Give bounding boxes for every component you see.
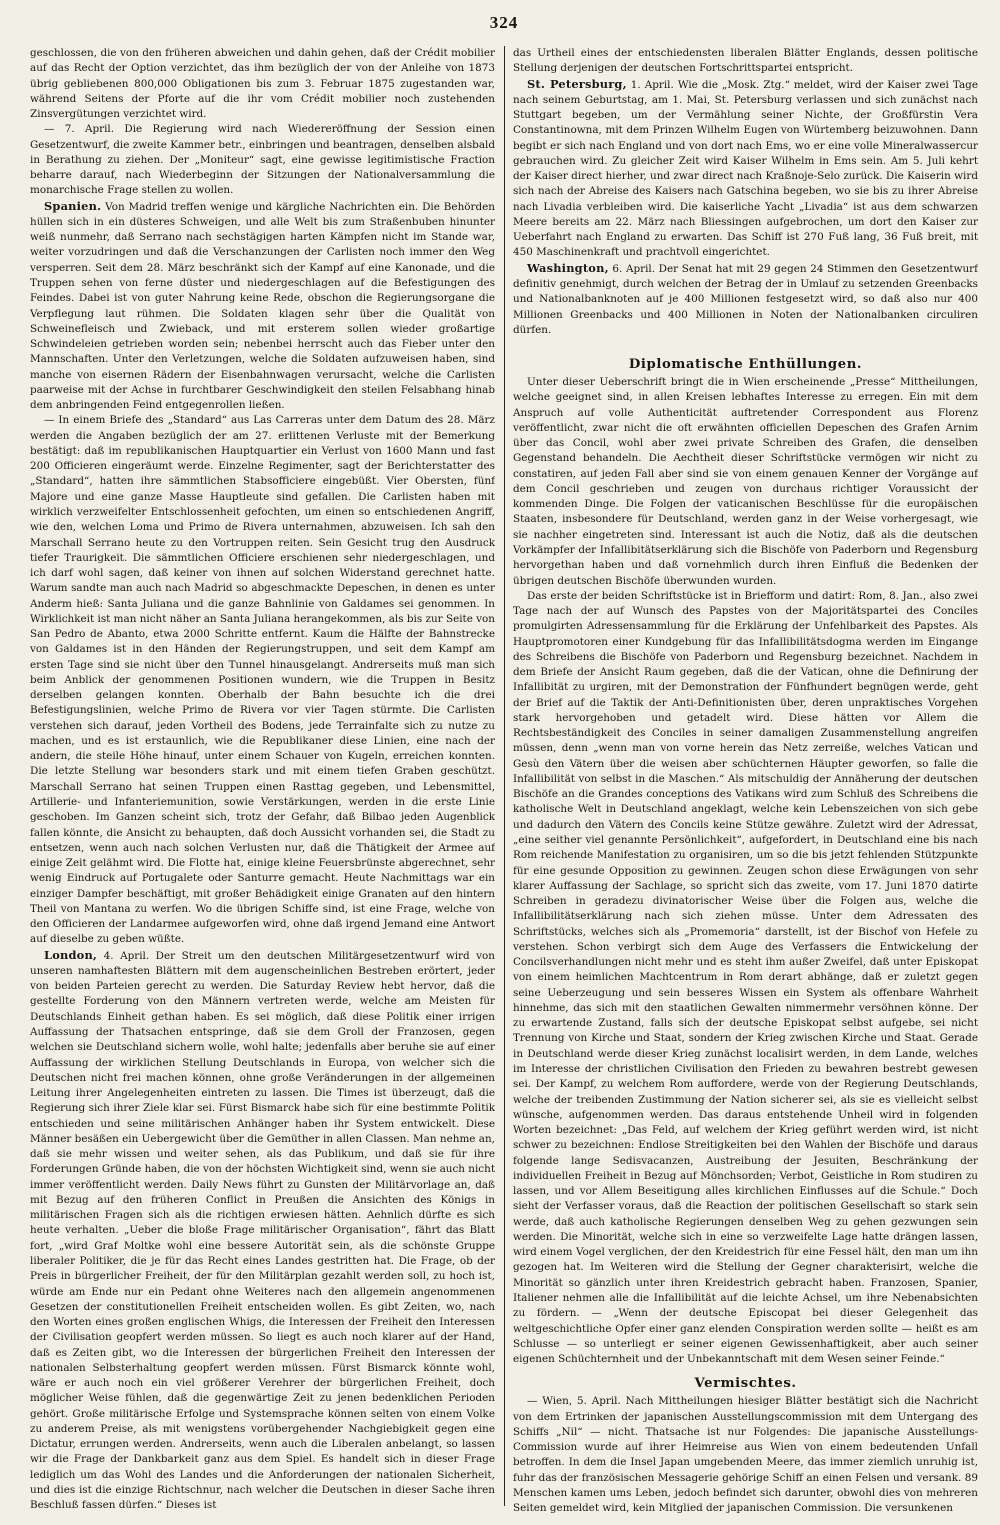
left-column (30, 46, 495, 1516)
article-dateline: London, (44, 947, 98, 962)
article-paragraph (30, 413, 495, 947)
article-text: — 7. April. Die Regierung wird nach Wiedereröffnung der Session einen Gesetzentwurf, die zweite Kammer betr., einbringen und beantragen, denselben alsbald in Berathung zu ziehen. Der „Moniteur“ sagt, eine gewisse legitimistische Fraction beharre darauf, nach Wiederbeginn der Sitzungen der Nationalversammlung die monarchische Frage stellen zu wollen. (30, 123, 495, 197)
article-paragraph (30, 122, 495, 198)
article-text: — In einem Briefe des „Standard“ aus Las Carreras unter dem Datum des 28. März werden die Angaben bezüglich der am 27. erlittenen Verluste mit der Bemerkung bestätigt: daß im republikanischen Hauptquartier ein Verlust von 1600 Mann und fast 200 Officieren eingeräumt werde. Einzelne Regimenter, sagt der Berichterstatter des „Standard“, hatten ihre sämmtlichen Stabsofficiere eingebüßt. Vier Obersten, fünf Majore und eine ganze Masse Hauptleute sind gefallen. Die Carlisten haben mit wirklich verzweifelter Entschlossenheit gefochten, um einen so entschiedenen Angriff, wie den, welchen Loma und Primo de Rivera unternahmen, abzuweisen. Ich sah den Marschall Serrano heute zu den Vortruppen reiten. Sein Gesicht trug den Ausdruck tiefer Traurigkeit. Die sämmtlichen Officiere erschienen sehr niedergeschlagen, und ich darf wohl sagen, daß keiner von ihnen auf solchen Widerstand gerechnet hatte. Warum sandte man auch nach Madrid so abgeschmackte Depeschen, in denen es unter Anderm hieß: Santa Juliana und die ganze Bahnlinie von Galdames sei genommen. In Wirklichkeit ist man nicht näher an Santa Juliana herangekommen, als bis zur Seite von San Pedro de Abanto, etwa 2000 Schritte entfernt. Kaum die Hälfte der Bahnstrecke von Galdames ist in den Händen der Regierungstruppen, und seit dem Kampf am ersten Tage sind sie nicht über den Tunnel hinausgelangt. Andrerseits muß man sich beim Anblick der genommenen Positionen wundern, wie die Truppen in Besitz derselben gelangen konnten. Oberhalb der Bahn besuchte ich die drei Befestigungslinien, welche Primo de Rivera vor vier Tagen stürmte. Die Carlisten verstehen sich darauf, jeden Vortheil des Bodens, jede Terrainfalte sich zu nutze zu machen, und es ist erstaunlich, wie die Republikaner diese Linien, eine nach der andern, die steile Höhe hinauf, unter einem Schauer von Kugeln, erreichen konnten. Die letzte Stellung war besonders stark und mit einem tiefen Graben geschützt. Marschall Serrano hat seinen Truppen einen Rasttag gegeben, und Lebensmittel, Artillerie- und Infanteriemunition, sowie Verstärkungen, werden in die erste Linie geschoben. Im Ganzen scheint sich, trotz der Gefahr, daß Bilbao jeden Augenblick fallen könnte, die Ansicht zu behaupten, daß doch Aussicht vorhanden sei, die Stadt zu entsetzen, wenn auch nach solchen Verlusten nur, daß die Thätigkeit der Armee auf einige Zeit gelähmt wird. Die Flotte hat, einige kleine Feuersbrünste abgerechnet, sehr wenig Eindruck auf Portugalete oder Santurre gemacht. Heute Nachmittags war ein einziger Dampfer beschäftigt, mit großer Behädigkeit einige Granaten auf den hintern Theil von Mantana zu werfen. Wo die übrigen Schiffe sind, ist eine Frage, welche von den Officieren der Landarmee aufgeworfen wird, ohne daß irgend Jemand eine Antwort auf dieselbe zu geben wüßte. (30, 414, 495, 946)
right-column (513, 46, 978, 1516)
article-paragraph (30, 199, 495, 414)
diplomatic-section-body (513, 375, 978, 1367)
article-paragraph (513, 375, 978, 589)
section-heading-miscellaneous: Vermischtes. (694, 1376, 797, 1392)
article-text: Das erste der beiden Schriftstücke ist in Briefform und datirt: Rom, 8. Jan., also zwei Tage nach der auf Wunsch des Papstes von der Majoritätspartei des Conciles promulgirten Adressensammlung für die Erklärung der Unfehlbarkeit des Papstes. Als Hauptpromotoren einer Kundgebung für das Infallibilitätsdogma werden im Eingange des Schreibens die Bischöfe von Paderborn und Regensburg bezeichnet. Nachdem in dem Briefe der Ansicht Raum gegeben, daß die der Vatican, ohne die Definirung der Infallibität zu urgiren, mit der Demonstration der Fünfhundert begnügen werde, geht der Brief auf die Taktik der Anti-Definitionisten über, deren unpraktisches Vorgehen stark hervorgehoben und getadelt wird. Diese hätten vor Allem die Rechtsbeständigkeit des Conciles in seiner damaligen Zusammenstellung angreifen müssen, denn „wenn man von vorne herein das Netz zerreiße, welches Vatican und Gesù den Vätern über die weisen aber schüchternen Häupter geworfen, so falle die Infallibilität von selbst in die Maschen.“ Als mitschuldig der Annäherung der deutschen Bischöfe an die Grandes conceptions des Vatikans wird zum Schluß des Schreibens die katholische Welt in Deutschland angeklagt, welche kein Lebenszeichen von sich gebe und dadurch den Vätern des Concils keine Stütze gewähre. Zuletzt wird der Adressat, „eine seither viel genannte Persönlichkeit“, aufgefordert, in Deutschland eine bis nach Rom reichende Manifestation zu organisiren, um so die bis jetzt fehlenden Stützpunkte für eine gesunde Opposition zu gewinnen. Zeugen schon diese Erwägungen von sehr klarer Auffassung der Sachlage, so spricht sich das zweite, vom 17. Juni 1870 datirte Schreiben in geradezu divinatorischer Weise über die Folgen aus, welche die Infallibilitätserklärung nach sich ziehen müsse. Unter dem Adressaten des Schriftstücks, welches sich als „Promemoria“ darstellt, ist der Bischof von Hefele zu verstehen. Schon verbirgt sich dem Auge des Verfassers die Entwickelung der Concilsverhandlungen nicht mehr und es steht ihm außer Zweifel, daß unter Episkopat von einem heimlichen Machtcentrum in Rom derart abhänge, daß er zuletzt gegen seine Ueberzeugung und sein besseres Wissen ein System als offenbare Wahrheit hinnehme, das sich mit den staatlichen Gewalten nimmermehr versöhnen könne. Der zu erwartende Zustand, falls sich der deutsche Episkopat selbst aufgebe, sei nicht Trennung von Kirche und Staat, sondern der Krieg zwischen Kirche und Staat. Gerade in Deutschland werde dieser Krieg zunächst localisirt werden, in dem Lande, welches im Interesse der christlichen Civilisation den Frieden zu bewahren bestrebt gewesen sei. Der Kampf, zu welchem Rom auffordere, werde von der Regierung Deutschlands, welche der treibenden Zustimmung der Nation sicherer sei, als sie es vielleicht selbst wünsche, aufgenommen werden. Das daraus entstehende Unheil wird in folgenden Worten bezeichnet: „Das Feld, auf welchem der Krieg geführt werden wird, ist nicht schwer zu bezeichnen: Endlose Streitigkeiten bei den Wahlen der Bischöfe und daraus folgende lange Sedisvacanzen, Austreibung der Jesuiten, Beschränkung der individuellen Freiheit in Bezug auf Mönchsorden; Verbot, Geistliche in Rom studiren zu lassen, und vor Allem Beseitigung alles kirchlichen Einflusses auf die Schule.“ Doch sieht der Verfasser voraus, daß die Reaction der politischen Gesellschaft so stark sein werde, daß auch katholische Regierungen denselben Weg zu gehen gezwungen sein werden. Die Minorität, welche sich in eine so verzweifelte Lage hatte drängen lassen, wird einem Vogel verglichen, der den Kreidestrich für eine Fessel hält, den man um ihn gezogen hat. Im Weiteren wird die Stellung der Gegner charakterisirt, welche die Minorität so gänzlich unter ihren Kreidestrich gebracht haben. Franzosen, Spanier, Italiener nehmen alle die Infallibilität auf die leichte Achsel, um ihre Nebenabsichten zu fördern. — „Wenn der deutsche Episcopat bei dieser Gelegenheit das weltgeschichtliche Opfer einer ganz elenden Conspiration werden sollte — heißt es am Schlusse — so unterliegt er seiner eigenen Gewissenhaftigkeit, aber auch seiner eigenen Schüchternheit und der Unbekanntschaft mit dem Wesen seiner Feinde.“ (513, 589, 978, 1366)
article-dateline: St. Petersburg, (527, 76, 627, 91)
article-paragraph (513, 589, 978, 1368)
article-text: 4. April. Der Streit um den deutschen Militärgesetzentwurf wird von unseren namhaftesten Blättern mit dem augenscheinlichen Bestreben erörtert, jeder von beiden Parteien gerecht zu werden. Die Saturday Review hebt hervor, daß die gestellte Forderung von den Männern vertreten werde, welche am Meisten für Deutschlands Einheit gethan haben. Es sei möglich, daß diese Politik einer irrigen Auffassung der Thatsachen entspringe, daß sie dem Groll der Franzosen, gegen welchen sie Deutschland sichern wolle, wohl halte; jedenfalls aber beruhe sie auf einer Auffassung der wirklichen Stellung Deutschlands in Europa, von welcher sich die Deutschen nicht frei machen können, ohne große Veränderungen in der allgemeinen Leitung ihrer Angelegenheiten eintreten zu lassen. Die Times ist überzeugt, daß die Regierung sich ihrer Ziele klar sei. Fürst Bismarck habe sich für eine bestimmte Politik entschieden und seine militärischen Anhänger haben ihr System entwickelt. Diese Männer besäßen ein Uebergewicht über die Gemüther in allen Classen. Man nehme an, daß sie mehr wissen und weiter sehen, als das Publikum, und daß sie für ihre Forderungen Gründe haben, die von der höchsten Wichtigkeit sind, wenn sie auch nicht immer veröffentlicht werden. Daily News führt zu Gunsten der Militärvorlage an, daß mit Bezug auf den früheren Conflict in Preußen die Ansichten des Königs in militärischen Fragen sich als die richtigen erwiesen hätten. Aehnlich dürfte es sich heute verhalten. „Ueber die bloße Frage militärischer Organisation“, fährt das Blatt fort, „wird Graf Moltke wohl eine bessere Autorität sein, als die schönste Gruppe liberaler Politiker, die je für das Recht eines Landes gestritten hat. Die Frage, ob der Preis in bürgerlicher Freiheit, der für den Militärplan gezahlt werden soll, zu hoch ist, würde am Ende nur ein Pedant ohne Weiteres nach den allgemein angenommenen Gesetzen der constitutionellen Freiheit entscheiden wollen. Es gibt Zeiten, wo, nach den Worten eines großen englischen Whigs, die Interessen der Freiheit den Interessen der Civilisation geopfert werden müssen. So liegt es auch noch klarer auf der Hand, daß es Zeiten gibt, wo die Interessen der bürgerlichen Freiheit den Interessen der nationalen Selbsterhaltung geopfert werden müssen. Fürst Bismarck könnte wohl, wäre er auch noch ein viel größerer Verehrer der bürgerlichen Freiheit, doch möglicher Weise fühlen, daß die gegenwärtige Zeit zu jenen bedenklichen Perioden gehört. Große militärische Erfolge und Systemsprache können selten von einem Volke zu anderem Preise, als mit wenigstens vorübergehender Nachgiebigkeit gegen eine Dictatur, errungen werden. Andrerseits, wenn auch die Liberalen anbelangt, so lassen wir die Frage der Dankbarkeit ganz aus dem Spiel. Es handelt sich in dieser Frage lediglich um das Wohl des Landes und die Anforderungen der nationalen Sicherheit, und dies ist die einzige Richtschnur, nach welcher die Deutschen in dieser Sache ihren Beschluß fassen dürfen.“ Dieses ist (30, 949, 495, 1512)
page-number: 324 (489, 13, 519, 32)
article-dateline: Spanien. (44, 198, 102, 213)
article-paragraph (513, 46, 978, 77)
right-top-articles (513, 46, 978, 338)
article-paragraph (513, 261, 978, 338)
article-paragraph (513, 1394, 978, 1516)
article-text: geschlossen, die von den früheren abweichen und dahin gehen, daß der Crédit mobilier auf das Recht der Option verzichtet, das ihm bezüglich der von der Anleihe von 1873 übrig gebliebenen 800,000 Obligationen bis zum 3. Februar 1875 zugestanden war, während Seitens der Pforte auf die ihr vom Crédit mobilier noch zustehenden Zinsvergütungen verzichtet wird. (30, 47, 495, 121)
article-dateline: Washington, (527, 260, 609, 275)
article-text: Von Madrid treffen wenige und kärgliche Nachrichten ein. Die Behörden hüllen sich in ein düsteres Schweigen, und alle Welt bis zum Straßenbuben hinunter weiß nunmehr, daß Serrano nach sechstägigen harten Kämpfen nicht im Stande war, weiter vorzudringen und daß die Verschanzungen der Carlisten noch immer den Weg versperren. Seit dem 28. März beschränkt sich der Kampf auf eine Kanonade, und die Truppen sehen von ferne düster und niedergeschlagen auf die Befestigungen des Feindes. Dabei ist von guter Nahrung keine Rede, obschon die Regierungsorgane die Verpflegung laut rühmen. Die Soldaten klagen sehr über die Qualität von Schweinefleisch und Zwieback, und mit ersterem sollen wieder großartige Schwindeleien getrieben worden sein; nebenbei herrscht auch das Fieber unter den Mannschaften. Unter den Verletzungen, welche die Soldaten aufzuweisen haben, sind manche von eisernen Rädern der Eisenbahnwagen verursacht, welche die Carlisten paarweise mit der Achse in furchtbarer Geschwindigkeit den steilen Felsabhang hinab dem anbringenden Feind entgegenrollen ließen. (30, 200, 495, 412)
columns (30, 46, 978, 1516)
article-text: 6. April. Der Senat hat mit 29 gegen 24 Stimmen den Gesetzentwurf definitiv genehmigt, durch welchen der Betrag der in Umlauf zu setzenden Greenbacks und Nationalbanknoten auf je 400 Millionen festgesetzt wird, so daß also nur 400 Millionen Greenbacks und 400 Millionen in Noten der Nationalbanken circuliren dürfen. (513, 262, 978, 336)
article-text: Unter dieser Ueberschrift bringt die in Wien erscheinende „Presse“ Mittheilungen, welche geeignet sind, in allen Kreisen lebhaftes Interesse zu erregen. Ein mit dem Anspruch auf volle Authenticität auftretender Correspondent aus Florenz veröffentlicht, zwar nicht die oft erwähnten officiellen Depeschen des Grafen Arnim über das Concil, wohl aber zwei private Schreiben des Grafen, die denselben Gegenstand behandeln. Die Aechtheit dieser Schriftstücke vermögen wir nicht zu constatiren, auf jeden Fall aber sind sie von einem genauen Kenner der Vorgänge auf dem Concil geschrieben und zeugen von durchaus richtiger Voraussicht der kommenden Dinge. Die Folgen der vaticanischen Beschlüsse für die europäischen Staaten, insbesondere für Deutschland, werden ganz in der Weise vorhergesagt, wie sie nachher eingetreten sind. Interessant ist auch die Notiz, daß als die deutschen Vorkämpfer der Infallibitätserklärung sich die Bischöfe von Paderborn und Regensburg hervorgethan haben und daß vornehmlich durch ihren Einfluß die Bedenken der übrigen deutschen Bischöfe überwunden wurden. (513, 376, 978, 587)
article-paragraph (30, 948, 495, 1514)
column-divider (504, 46, 505, 1506)
section-spacer (513, 338, 978, 348)
article-text: 1. April. Wie die „Mosk. Ztg.“ meldet, wird der Kaiser zwei Tage nach seinem Geburtstag, am 1. Mai, St. Petersburg verlassen und sich zunächst nach Stuttgart begeben, um der Vermählung seiner Nichte, der Großfürstin Vera Constantinowna, mit dem Prinzen Wilhelm Eugen von Würtemberg beizuwohnen. Dann begibt er sich nach England und von dort nach Ems, wo er eine volle Mineralwassercur gebrauchen wird. Zu gleicher Zeit wird Kaiser Wilhelm in Ems sein. Am 5. Juli kehrt der Kaiser direct hierher, und zwar direct nach Kraßnoje-Selo zurück. Die Kaiserin wird sich nach der Abreise des Kaisers nach Gatschina begeben, wo sie bis zu ihrer Abreise nach Livadia verbleiben wird. Die kaiserliche Yacht „Livadia“ ist aus dem schwarzen Meere bereits am 22. März nach Bliessingen aufgebrochen, um dort den Kaiser zur Ueberfahrt nach England zu erwarten. Das Schiff ist 270 Fuß lang, 36 Fuß breit, mit 450 Maschinenkraft und prachtvoll eingerichtet. (513, 78, 978, 259)
article-text: das Urtheil eines der entschiedensten liberalen Blätter Englands, dessen politische Stellung derjenigen der deutschen Fortschrittspartei entspricht. (513, 47, 978, 75)
article-paragraph (30, 46, 495, 122)
article-paragraph (513, 77, 978, 261)
section-heading-diplomatic: Diplomatische Enthüllungen. (628, 357, 863, 373)
miscellaneous-section-body (513, 1394, 978, 1516)
article-text: — Wien, 5. April. Nach Mittheilungen hiesiger Blätter bestätigt sich die Nachricht von dem Ertrinken der japanischen Ausstellungscommission mit dem Untergang des Schiffs „Nil“ — nicht. Thatsache ist nur Folgendes: Die japanische Ausstellungs-Commission wurde auf ihrer Heimreise aus Wien von einem bedeutenden Unfall betroffen. In dem die Insel Japan umgebenden Meere, das immer ziemlich unruhig ist, fuhr das der französischen Messagerie gehörige Schiff an einen Felsen und versank. 89 Menschen kamen ums Leben, jedoch befindet sich darunter, obwohl dies von mehreren Seiten gemeldet wird, kein Mitglied der japanischen Commission. Die versunkenen (513, 1395, 978, 1515)
